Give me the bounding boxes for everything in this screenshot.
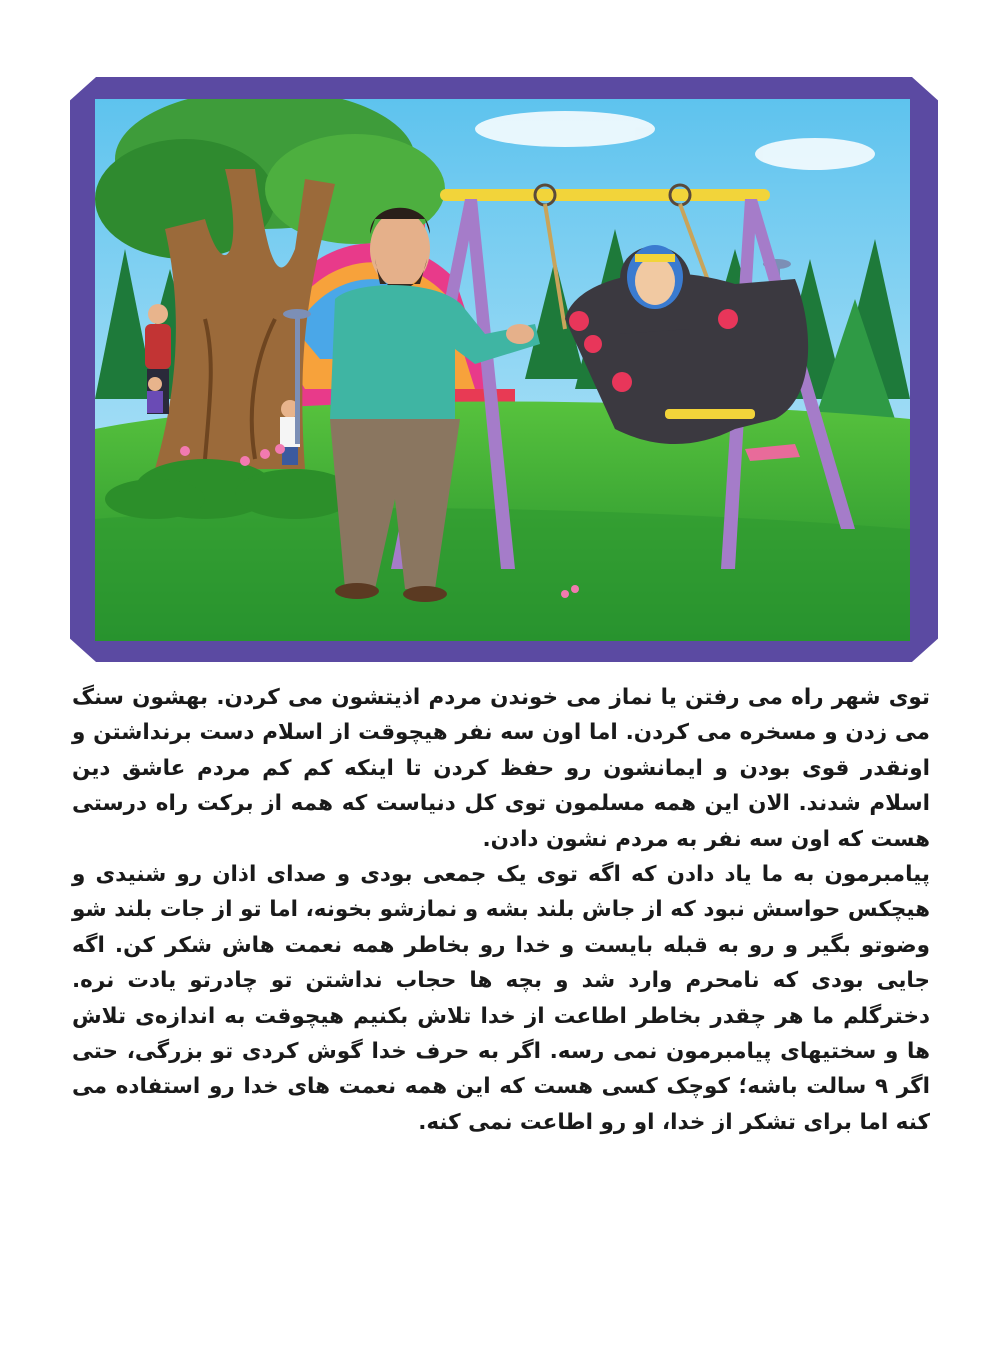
story-paragraph: توی شهر راه می رفتن یا نماز می خوندن مردم اذیتشون می کردن. بهشون سنگ می زدن و مسخره می کردن. اما اون سه نفر هیچوقت از اسلام دست برنداشتن و اونقدر قوی بودن و ایمانشون رو حفظ کردن تا اینکه کم کم مردم عاشق دین اسلام شدند. الان این همه مسلمون توی کل دنیاست که همه از برکت راه درستی هست که اون سه نفر به مردم نشون دادن.	[72, 685, 930, 852]
story-paragraph: پیامبرمون به ما یاد دادن که اگه توی یک جمعی بودی و صدای اذان رو شنیدی و هیچکس حواسش نبود که از جاش بلند بشه و نمازشو بخونه، اما تو از جات بلند شو وضوتو بگیر و رو به قبله بایست و خدا رو بخاطر همه نعمت هاش شکر کن. اگه جایی بودی که نامحرم وارد شد و بچه ها حجاب نداشتن تو چادرتو یادت نره. دخترگلم ما هر چقدر بخاطر اطاعت از خدا تلاش بکنیم هیچوقت به اندازه‌ی تلاش ها و سختیهای پیامبرمون نمی رسه. اگر به حرف خدا گوش کردی تو بزرگی، حتی اگر ۹ سالت باشه؛ کوچک کسی هست که این همه نعمت های خدا رو استفاده می کنه اما برای تشکر از خدا، او رو اطاعت نمی کنه.	[72, 862, 930, 1135]
illustration	[95, 99, 910, 641]
story-text	[72, 680, 930, 1140]
park-swing-illustration-icon	[95, 99, 910, 641]
